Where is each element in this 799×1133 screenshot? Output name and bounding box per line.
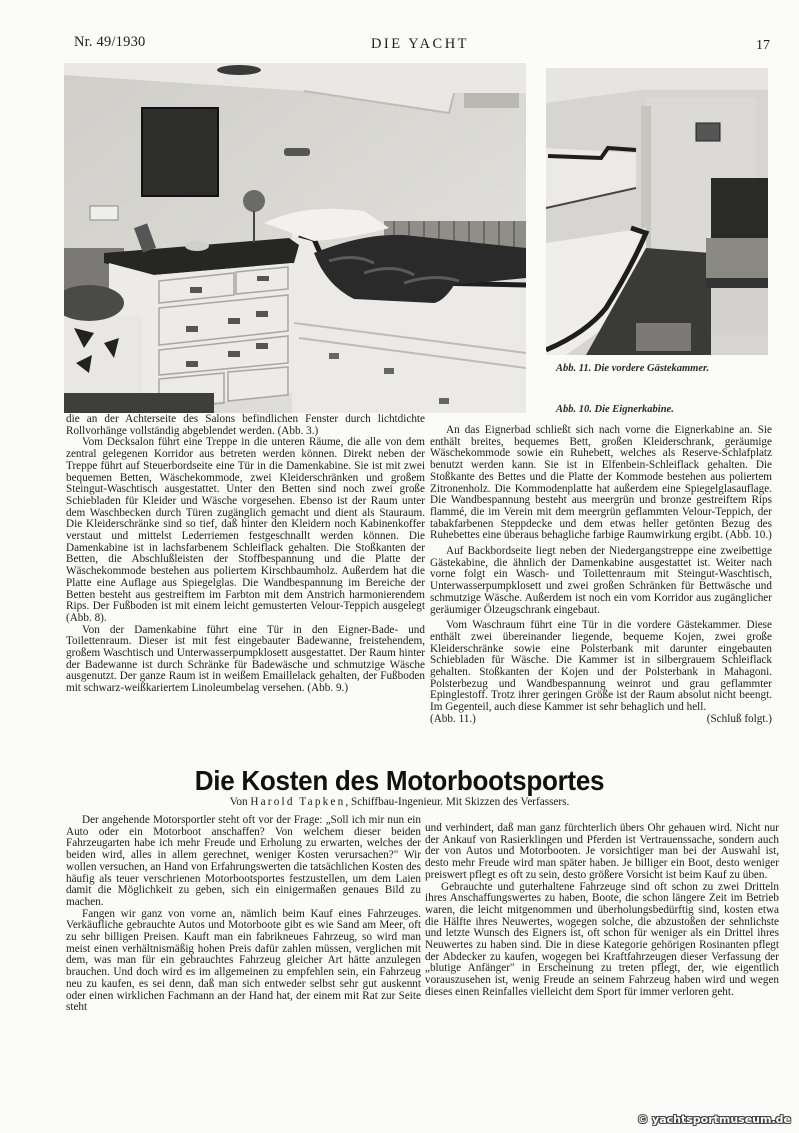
paragraph: Auf Backbordseite liegt neben der Niedergangstreppe eine zweibettige Gästekabine, die ähnlich der Damenkabine ausgestattet ist. Weiter nach vorne folgt ein Wasch- und Toilettenraum mit Steingut-Waschtisch, Unterwasserpumpklosett und zwei großen Schränken für Bettwäsche und schmutzige Wäsche. Außerdem ist noch ein vom Korridor aus zugänglicher geräumiger Ölzeugschrank eingebaut. xyxy=(430,545,772,616)
page-header xyxy=(70,30,770,54)
owner-cabin-photo xyxy=(64,63,526,413)
paragraph: Der angehende Motorsportler steht oft vor der Frage: „Soll ich mir nun ein Auto oder ein Motorboot anschaffen? Von welchem dieser beiden Fahrzeugarten habe ich mehr Freude und Erholung zu erwarten, welches der beiden wird, alles in allem gerechnet, weniger Kosten verursachen?" Wir wollen versuchen, an Hand von Erfahrungswerten die tatsächlichen Kosten des häufig als teuer verschrienen Motorbootsportes festzustellen, um dem Laien damit die Möglichkeit zu geben, sich ein einigermaßen genaues Bild zu machen. xyxy=(66,814,421,908)
paragraph: An das Eignerbad schließt sich nach vorne die Eignerkabine an. Sie enthält breites, bequemes Bett, großen Kleiderschrank, geräumige Wäschekommode sowie ein Ruhebett, welches als Reserve-Schlafplatz benutzt werden kann. Sie ist in Elfenbein-Schleiflack gehalten. Die Stoßkante des Bettes und die Platte der Kommode bestehen aus poliertem Zitronenholz. Die Kommodenplatte hat außerdem eine Spiegelglasauflage. Die Wandbespannung besteht aus meergrün und bronze gestreiftem Rips flammé, die im Verein mit dem meergrün geflammten Velour-Teppich, der tabakfarbenen Steppdecke und dem etwas heller getönten Bezug des Ruhebettes eine überaus behagliche farbige Raumwirkung ergibt. (Abb. 10.) xyxy=(430,424,772,542)
author-name: Harold Tapken xyxy=(250,796,346,808)
journal-title: DIE YACHT xyxy=(370,36,470,52)
byline-prefix: Von xyxy=(229,796,248,808)
paragraph: und verhindert, daß man ganz fürchterlich übers Ohr gehauen wird. Nicht nur der Ankauf von Rasierklingen und Pferden ist Vertrauenssache, sondern auch der von Autos und Motorbooten. Je vorsichtiger man bei der Auswahl ist, desto mehr Freude wird man später haben. Je billiger ein Boot, desto weniger preiswert pflegt es oft zu sein, desto größere Vorsicht ist beim Kauf zu üben. xyxy=(425,822,779,881)
byline-suffix: , Schiffbau-Ingenieur. Mit Skizzen des Verfassers. xyxy=(345,796,570,808)
article-title: Die Kosten des Motorbootsportes xyxy=(194,765,605,796)
guest-cabin-photo xyxy=(546,68,768,355)
copyright-watermark: © yachtsportmuseum.de xyxy=(637,1113,791,1126)
page-number: 17 xyxy=(756,38,770,53)
paragraph: Vom Waschraum führt eine Tür in die vordere Gästekammer. Diese enthält zwei übereinander liegende, bequeme Kojen, zwei große Kleiderschränke sowie eine Polsterbank mit darunter eingebauten Schiebladen für Wäsche. Die Kammer ist in silbergrauem Schleiflack gehalten. Stoßkanten der Kojen und der Polsterbank in Mahagoni. Polsterbezug und Wandbespannung weinrot und grau geflammter Epinglestoff. Trotz ihrer geringen Größe ist der Raum absolut nicht beengt. Im Gegenteil, auch diese Kammer ist sehr behaglich und hell. xyxy=(430,619,772,714)
figure-reference: (Abb. 11.) xyxy=(430,712,476,725)
article2-left-column xyxy=(66,815,421,1014)
article-closing-line xyxy=(430,714,772,726)
issue-number: Nr. 49/1930 xyxy=(74,34,146,50)
owner-cabin-illustration xyxy=(64,63,526,413)
paragraph: Fangen wir ganz von vorne an, nämlich beim Kauf eines Fahrzeuges. Verkäufliche gebrauchte Autos und Motorboote gibt es wie Sand am Meer, oft zu sehr billigen Preisen. Kauft man ein fabrikneues Fahrzeug, so wird man meist einen verhältnismäßig hohen Preis dafür zahlen müssen, verglichen mit dem, was man für ein gebrauchtes Fahrzeug gleicher Art hätte anzulegen brauchen. Und doch wird es im allgemeinen zu empfehlen sein, ein Fahrzeug neu zu kaufen, es sei denn, daß man sich entweder selbst sehr gut auskennt oder einen wirklichen Fachmann an der Hand hat, der einem mit Rat zur Seite steht xyxy=(66,907,421,1014)
figure-10-caption: Abb. 10. Die Eignerkabine. xyxy=(556,404,674,415)
paragraph: Gebrauchte und guterhaltene Fahrzeuge sind oft schon zu zwei Dritteln ihres Anschaffungswertes zu haben, Boote, die schon längere Zeit im Betrieb waren, die leicht mitgenommen und überholungsbedürftig sind, kosten etwa die Hälfte ihres Neuwertes, wogegen solche, die abzustoßen der sehnlichste und letzte Wunsch des Eigners ist, oft schon für weniger als ein Drittel ihres Neuwertes zu haben sind. Die in diese Kategorie gehörigen Rosinanten pflegt der Abdecker zu kaufen, wogegen bei Kraftfahrzeugen dieser Verfassung der „blutige Anfänger" in Erscheinung zu treten pflegt, der, wie eigentlich vorauszusehen ist, wenig Freude an seinem Fahrzeug haben wird und wegen dieses einen Reinfalles vielleicht dem Sport für immer verloren geht. xyxy=(425,880,779,998)
paragraph: Von der Damenkabine führt eine Tür in den Eigner-Bade- und Toilettenraum. Dieser ist mit fest eingebauter Badewanne, freistehendem, großem Waschtisch und Unterwasserpumpklosett ausgestattet. Der Raum hinter der Badewanne ist durch Schränke für Badewäsche und schmutzige Wäsche ausgenutzt. Der ganze Raum ist in weißem Emaillelack gehalten, der Fußboden mit schwarz-weißkariertem Linoleumbelag versehen. (Abb. 9.) xyxy=(66,623,425,695)
article-byline xyxy=(0,796,799,808)
article1-left-column xyxy=(66,414,425,695)
article1-right-column xyxy=(430,425,772,726)
continued-note: (Schluß folgt.) xyxy=(706,712,772,725)
paragraph: Vom Decksalon führt eine Treppe in die unteren Räume, die alle von dem zentral gelegenen Korridor aus betreten werden können. Direkt neben der Treppe führt auf Steuerbordseite eine Tür in die Damenkabine. Sie ist mit zwei bequemen Betten, Wäschekommode, zwei Kleiderschränken und großem Steingut-Waschtisch ausgestattet. Unter den Betten sind noch zwei große Schiebladen für Kleider und Wäsche vorgesehen. Ebenso ist der Raum unter dem Waschbecken durch Türen zugänglich gemacht und dient als Stauraum. Die Kleiderschränke sind so tief, daß hinter den Kleidern noch Kabinenkoffer verstaut und mittelst Lederriemen festgeschnallt werden können. Die Damenkabine ist in lachsfarbenem Schleiflack gehalten. Die Stoßkanten der Betten, die Abschlußleisten der Stoffbespannung und die Platte der Wäschekommode bestehen aus poliertem Kirschbaumholz. Außerdem hat die Platte eine Auflage aus Spiegelglas. Die Wandbespannung im Bereiche der Betten besteht aus gestreiftem im Farbton mit dem Anstrich harmonierendem Rips. Der Fußboden ist mit einem leicht gemusterten Velour-Teppich ausgelegt (Abb. 8). xyxy=(66,436,425,624)
guest-cabin-illustration xyxy=(546,68,768,355)
figure-11-caption: Abb. 11. Die vordere Gästekammer. xyxy=(556,363,710,374)
paragraph: die an der Achterseite des Salons befindlichen Fenster durch lichtdichte Rollvorhänge vollständig abgeblendet werden. (Abb. 3.) xyxy=(66,413,425,437)
article2-right-column xyxy=(425,823,779,999)
